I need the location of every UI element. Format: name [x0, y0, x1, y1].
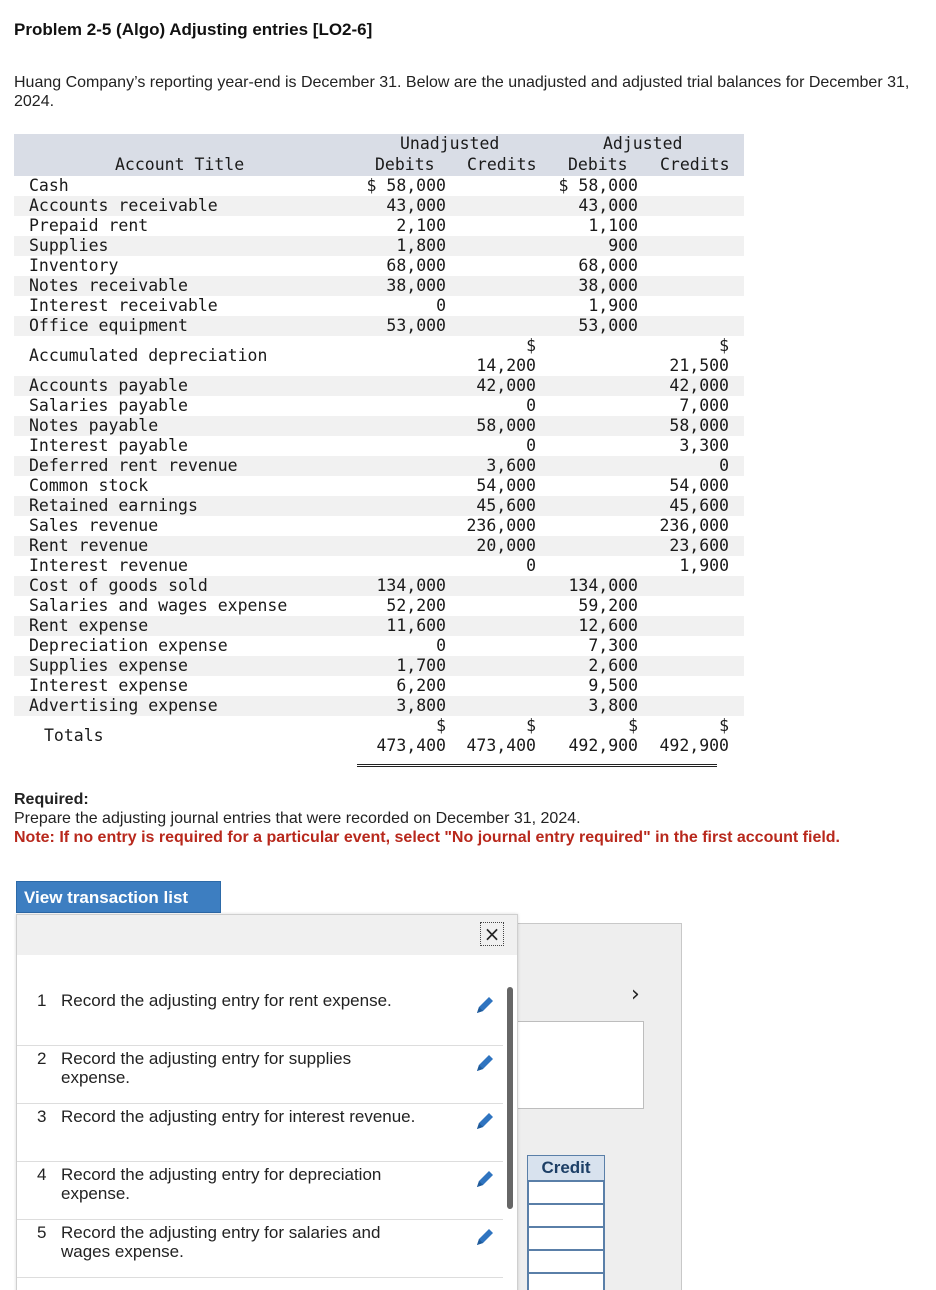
totals-unadjusted-debits: 473,400 [376, 736, 446, 755]
account-title: Common stock [29, 476, 149, 495]
unadjusted-credit-value: 3,600 [486, 456, 536, 475]
account-title: Advertising expense [29, 696, 218, 715]
trial-balance-row [14, 436, 744, 456]
account-title: Salaries and wages expense [29, 596, 288, 615]
adjusted-credit-value: 236,000 [659, 516, 729, 535]
totals-underline-double-1 [357, 766, 717, 767]
unadjusted-credit-value: 54,000 [476, 476, 536, 495]
account-title: Interest payable [29, 436, 188, 455]
totals-ud-symbol: $ [436, 716, 446, 735]
unadjusted-debit-value: 1,800 [396, 236, 446, 255]
totals-uc-symbol: $ [526, 716, 536, 735]
totals-ac-symbol: $ [719, 716, 729, 735]
adjusted-debit-value: 3,800 [588, 696, 638, 715]
credit-input[interactable] [527, 1250, 605, 1274]
transaction-item[interactable] [17, 1162, 503, 1220]
worksheet-description-box[interactable] [515, 1021, 644, 1109]
totals-row [14, 716, 744, 756]
adjusted-debit-value: 12,600 [578, 616, 638, 635]
transaction-item[interactable] [17, 1220, 503, 1278]
unadjusted-debit-value: 52,200 [386, 596, 446, 615]
totals-underline-top [357, 764, 717, 765]
account-title: Interest revenue [29, 556, 188, 575]
adjusted-debit-value: 134,000 [568, 576, 638, 595]
account-title: Supplies expense [29, 656, 188, 675]
adjusted-debit-value: 1,100 [588, 216, 638, 235]
account-title: Salaries payable [29, 396, 188, 415]
totals-label: Totals [44, 726, 104, 745]
trial-balance-row [14, 296, 744, 316]
trial-balance-row [14, 196, 744, 216]
adjusted-credit-value: 58,000 [669, 416, 729, 435]
trial-balance-row [14, 276, 744, 296]
unadjusted-credit-value: 58,000 [476, 416, 536, 435]
trial-balance-row [14, 456, 744, 476]
trial-balance-row [14, 516, 744, 536]
adjusted-credit-value: 23,600 [669, 536, 729, 555]
account-title: Office equipment [29, 316, 188, 335]
unadjusted-credit-value: 0 [526, 556, 536, 575]
unadjusted-credit-value: 236,000 [466, 516, 536, 535]
credit-input[interactable] [527, 1273, 605, 1290]
scrollbar[interactable] [507, 987, 513, 1209]
transaction-number: 5 [37, 1223, 47, 1242]
adjusted-credit-value: 21,500 [669, 356, 729, 375]
view-transaction-list-button[interactable]: View transaction list [16, 881, 221, 913]
transaction-number: 1 [37, 991, 47, 1010]
header-adjusted: Adjusted [603, 134, 683, 153]
trial-balance-row [14, 656, 744, 676]
trial-balance-row [14, 476, 744, 496]
unadjusted-debit-value: 1,700 [396, 656, 446, 675]
unadjusted-debit-value: 11,600 [386, 616, 446, 635]
trial-balance-header [14, 134, 744, 176]
trial-balance-row [14, 676, 744, 696]
transaction-number: 2 [37, 1049, 47, 1068]
trial-balance-row [14, 416, 744, 436]
account-title: Retained earnings [29, 496, 198, 515]
problem-title: Problem 2-5 (Algo) Adjusting entries [LO2-6] [14, 20, 373, 39]
pencil-edit-icon[interactable] [474, 1052, 496, 1074]
trial-balance-row [14, 336, 744, 376]
header-account-title: Account Title [115, 155, 245, 174]
account-title: Accounts receivable [29, 196, 218, 215]
account-title: Cash [29, 176, 69, 195]
trial-balance-row [14, 376, 744, 396]
header-unadjusted-credits: Credits [467, 155, 537, 174]
trial-balance-row [14, 536, 744, 556]
unadjusted-credit-value: 42,000 [476, 376, 536, 395]
unadjusted-debit-value: 43,000 [386, 196, 446, 215]
totals-adjusted-credits: 492,900 [659, 736, 729, 755]
account-title: Sales revenue [29, 516, 159, 535]
unadjusted-credit-value: 45,600 [476, 496, 536, 515]
account-title: Accounts payable [29, 376, 188, 395]
unadjusted-debit-value: 53,000 [386, 316, 446, 335]
adjusted-debit-value: 2,600 [588, 656, 638, 675]
adjusted-credit-value: 42,000 [669, 376, 729, 395]
pencil-edit-icon[interactable] [474, 1226, 496, 1248]
transaction-text: Record the adjusting entry for depreciation expense. [61, 1165, 382, 1203]
trial-balance-row [14, 236, 744, 256]
account-title: Deferred rent revenue [29, 456, 238, 475]
transaction-item[interactable] [17, 1046, 503, 1104]
pencil-edit-icon[interactable] [474, 994, 496, 1016]
unadjusted-debit-value: 134,000 [376, 576, 446, 595]
credit-input[interactable] [527, 1181, 605, 1205]
adjusted-debit-value: 43,000 [578, 196, 638, 215]
adjusted-debit-value: 1,900 [588, 296, 638, 315]
transaction-list-panel [16, 914, 518, 1290]
adjusted-debit-value: 53,000 [578, 316, 638, 335]
transaction-number: 3 [37, 1107, 47, 1126]
unadjusted-credit-symbol: $ [526, 336, 536, 355]
header-unadjusted-debits: Debits [375, 155, 435, 174]
adjusted-credit-value: 0 [719, 456, 729, 475]
transaction-text: Record the adjusting entry for supplies expense. [61, 1049, 352, 1087]
unadjusted-debit-value: 0 [436, 296, 446, 315]
transaction-text: Record the adjusting entry for interest revenue. [61, 1107, 416, 1126]
trial-balance-row [14, 616, 744, 636]
account-title: Notes payable [29, 416, 159, 435]
account-title: Notes receivable [29, 276, 188, 295]
transaction-text: Record the adjusting entry for salaries and wages expense. [61, 1223, 381, 1261]
trial-balance-table [14, 134, 744, 756]
unadjusted-debit-value: 38,000 [386, 276, 446, 295]
credit-column-header: Credit [527, 1155, 605, 1181]
trial-balance-row [14, 316, 744, 336]
adjusted-credit-value: 45,600 [669, 496, 729, 515]
account-title: Supplies [29, 236, 109, 255]
unadjusted-debit-value: 2,100 [396, 216, 446, 235]
account-title: Interest expense [29, 676, 188, 695]
adjusted-debit-value: 9,500 [588, 676, 638, 695]
totals-ad-symbol: $ [628, 716, 638, 735]
account-title: Rent revenue [29, 536, 149, 555]
transaction-item[interactable] [17, 988, 503, 1046]
unadjusted-credit-value: 14,200 [476, 356, 536, 375]
adjusted-debit-value: 900 [608, 236, 638, 255]
next-chevron-icon[interactable]: › [631, 982, 640, 1007]
account-title: Accumulated depreciation [29, 346, 268, 365]
account-title: Rent expense [29, 616, 149, 635]
totals-unadjusted-credits: 473,400 [466, 736, 536, 755]
unadjusted-credit-value: 20,000 [476, 536, 536, 555]
problem-intro: Huang Company’s reporting year-end is December 31. Below are the unadjusted and adjusted trial balances for December 31, 2024. [14, 74, 910, 110]
credit-input[interactable] [527, 1204, 605, 1228]
unadjusted-debit-value: 6,200 [396, 676, 446, 695]
unadjusted-debit-value: 68,000 [386, 256, 446, 275]
pencil-edit-icon[interactable] [474, 1168, 496, 1190]
unadjusted-debit-value: $ 58,000 [366, 176, 446, 195]
transaction-text: Record the adjusting entry for rent expense. [61, 991, 392, 1010]
trial-balance-row [14, 396, 744, 416]
transaction-list-topbar [17, 915, 517, 955]
account-title: Inventory [29, 256, 119, 275]
header-adjusted-credits: Credits [660, 155, 730, 174]
adjusted-credit-value: 1,900 [679, 556, 729, 575]
adjusted-debit-value: 68,000 [578, 256, 638, 275]
header-unadjusted: Unadjusted [400, 134, 500, 153]
trial-balance-body [14, 176, 744, 716]
unadjusted-debit-value: 3,800 [396, 696, 446, 715]
required-note: Note: If no entry is required for a particular event, select "No journal entry required" in the first account field. [14, 829, 840, 846]
totals-adjusted-debits: 492,900 [568, 736, 638, 755]
adjusted-credit-value: 3,300 [679, 436, 729, 455]
header-adjusted-debits: Debits [568, 155, 628, 174]
required-heading: Required: [14, 791, 89, 808]
pencil-edit-icon[interactable] [474, 1110, 496, 1132]
credit-input[interactable] [527, 1227, 605, 1251]
adjusted-debit-value: 38,000 [578, 276, 638, 295]
trial-balance-row [14, 496, 744, 516]
adjusted-credit-value: 7,000 [679, 396, 729, 415]
adjusted-credit-value: 54,000 [669, 476, 729, 495]
trial-balance-row [14, 696, 744, 716]
adjusted-debit-value: $ 58,000 [558, 176, 638, 195]
account-title: Prepaid rent [29, 216, 149, 235]
trial-balance-row [14, 256, 744, 276]
trial-balance-row [14, 596, 744, 616]
required-text: Prepare the adjusting journal entries that were recorded on December 31, 2024. [14, 810, 581, 827]
trial-balance-row [14, 216, 744, 236]
account-title: Depreciation expense [29, 636, 228, 655]
unadjusted-credit-value: 0 [526, 396, 536, 415]
account-title: Interest receivable [29, 296, 218, 315]
close-icon[interactable]: × [480, 922, 504, 946]
account-title: Cost of goods sold [29, 576, 208, 595]
trial-balance-row [14, 176, 744, 196]
adjusted-debit-value: 59,200 [578, 596, 638, 615]
unadjusted-credit-value: 0 [526, 436, 536, 455]
transaction-number: 4 [37, 1165, 47, 1184]
adjusted-debit-value: 7,300 [588, 636, 638, 655]
unadjusted-debit-value: 0 [436, 636, 446, 655]
trial-balance-row [14, 556, 744, 576]
trial-balance-row [14, 636, 744, 656]
transaction-item[interactable] [17, 1104, 503, 1162]
trial-balance-row [14, 576, 744, 596]
required-section [14, 790, 840, 847]
adjusted-credit-symbol: $ [719, 336, 729, 355]
